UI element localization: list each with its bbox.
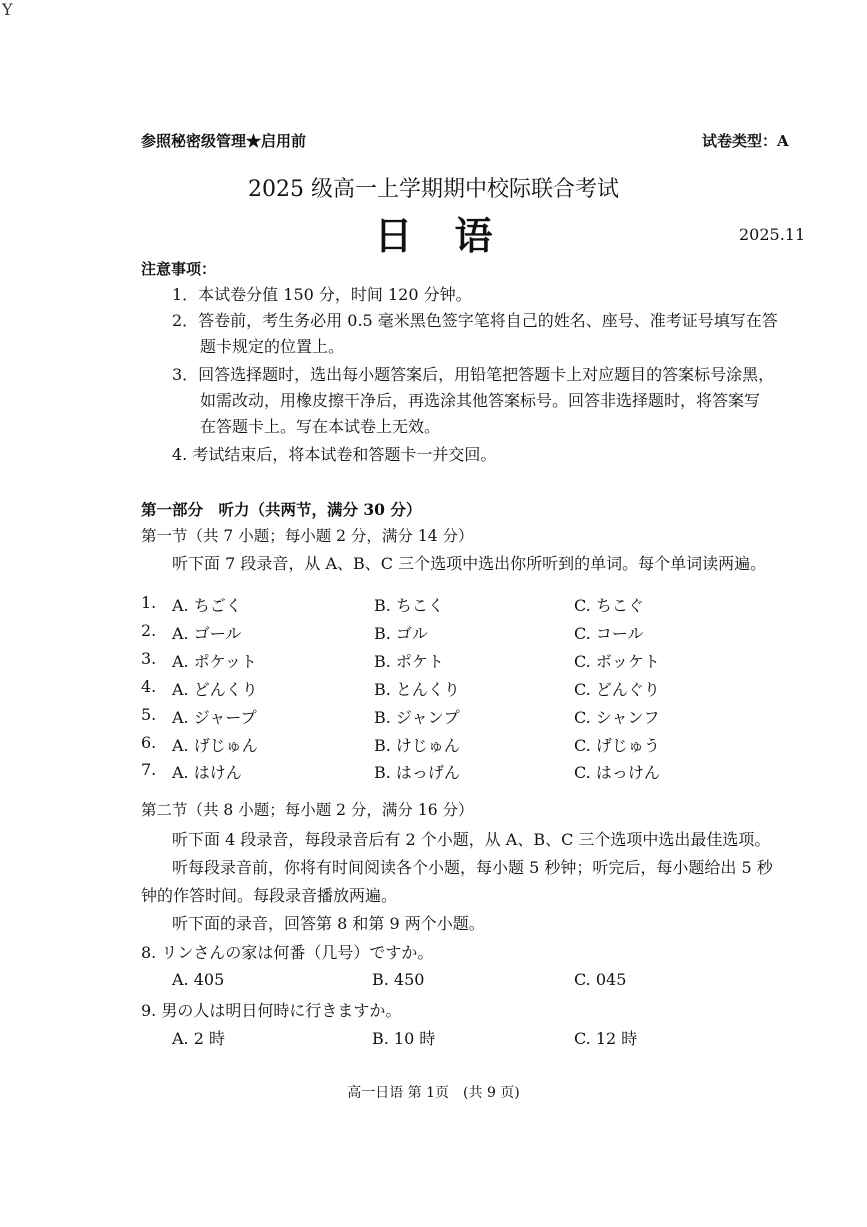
option-a: A. げじゅん	[172, 736, 258, 755]
option-b: B. 450	[372, 970, 425, 989]
option-c: C. 045	[574, 970, 627, 989]
option-b: B. はっげん	[374, 763, 460, 782]
question-number: 1.	[141, 593, 157, 612]
question-number: 7.	[141, 760, 157, 779]
question-number: 2.	[141, 621, 157, 640]
section2-instruction-2-cont: 钟的作答时间。每段录音播放两遍。	[141, 886, 398, 905]
question-number: 4.	[141, 677, 157, 696]
option-b: B. ちこく	[374, 596, 444, 615]
notice-item-2-cont: 题卡规定的位置上。	[200, 337, 345, 356]
exam-title: 2025 级高一上学期期中校际联合考试	[248, 177, 619, 202]
option-b: B. 10 時	[372, 1029, 436, 1048]
option-a: A. ちごく	[172, 596, 242, 615]
notice-item-2: 2．答卷前，考生务必用 0.5 毫米黑色签字笔将自己的姓名、座号、准考证号填写在答	[172, 311, 778, 330]
option-c: C. 12 時	[574, 1029, 638, 1048]
section1-title: 第一节（共 7 小题；每小题 2 分，满分 14 分）	[141, 527, 474, 545]
section2-instruction-1: 听下面 4 段录音，每段录音后有 2 个小题，从 A、B、C 三个选项中选出最佳选项。	[172, 830, 771, 849]
option-c: C. げじゅう	[574, 736, 660, 755]
option-a: A. はけん	[172, 763, 242, 782]
part1-title: 第一部分 听力（共两节，满分 30 分）	[141, 500, 422, 519]
section2-instruction-3: 听下面的录音，回答第 8 和第 9 两个小题。	[172, 914, 485, 933]
subject-title: 日语	[374, 214, 535, 258]
question-number: 5.	[141, 705, 157, 724]
question-stem: 8. リンさんの家は何番（几号）ですか。	[141, 943, 434, 962]
question-stem: 9. 男の人は明日何時に行きますか。	[141, 1001, 402, 1020]
page-footer: 高一日语 第 1页 (共 9 页)	[347, 1085, 520, 1101]
option-c: C. どんぐり	[574, 680, 660, 699]
option-c: C. はっけん	[574, 763, 660, 782]
option-a: A. 405	[172, 970, 225, 989]
option-a: A. ジャープ	[172, 708, 257, 727]
question-number: 3.	[141, 649, 157, 668]
option-b: B. ポケト	[374, 652, 444, 671]
notice-item-3-cont-2: 在答题卡上。写在本试卷上无效。	[200, 417, 441, 436]
option-c: C. ボッケト	[574, 652, 660, 671]
option-a: A. 2 時	[172, 1029, 225, 1048]
confidentiality-label: 参照秘密级管理★启用前	[141, 132, 307, 150]
option-c: C. ちこぐ	[574, 596, 644, 615]
notice-item-1: 1．本试卷分值 150 分，时间 120 分钟。	[172, 285, 472, 304]
paper-type-label: 试卷类型：A	[702, 132, 789, 150]
notice-item-4: 4. 考试结束后，将本试卷和答题卡一并交回。	[172, 445, 497, 464]
option-a: A. ゴール	[172, 624, 242, 643]
notice-item-3: 3．回答选择题时，选出每小题答案后，用铅笔把答题卡上对应题目的答案标号涂黑，	[172, 365, 775, 384]
option-a: A. ポケット	[172, 652, 257, 671]
corner-mark: Y	[2, 0, 13, 19]
question-number: 6.	[141, 733, 157, 752]
option-a: A. どんくり	[172, 680, 258, 699]
option-b: B. とんくり	[374, 680, 460, 699]
option-b: B. けじゅん	[374, 736, 460, 755]
section1-instruction: 听下面 7 段录音，从 A、B、C 三个选项中选出你所听到的单词。每个单词读两遍。	[172, 554, 767, 573]
exam-date: 2025.11	[739, 225, 806, 244]
option-b: B. ゴル	[374, 624, 428, 643]
section2-title: 第二节（共 8 小题；每小题 2 分，满分 16 分）	[141, 801, 474, 819]
notice-title: 注意事项：	[141, 260, 217, 278]
section2-instruction-2: 听每段录音前，你将有时间阅读各个小题，每小题 5 秒钟；听完后，每小题给出 5 秒	[172, 858, 773, 877]
option-c: C. コール	[574, 624, 644, 643]
notice-item-3-cont-1: 如需改动，用橡皮擦干净后，再选涂其他答案标号。回答非选择题时，将答案写	[200, 391, 761, 410]
option-b: B. ジャンプ	[374, 708, 460, 727]
option-c: C. シャンフ	[574, 708, 660, 727]
